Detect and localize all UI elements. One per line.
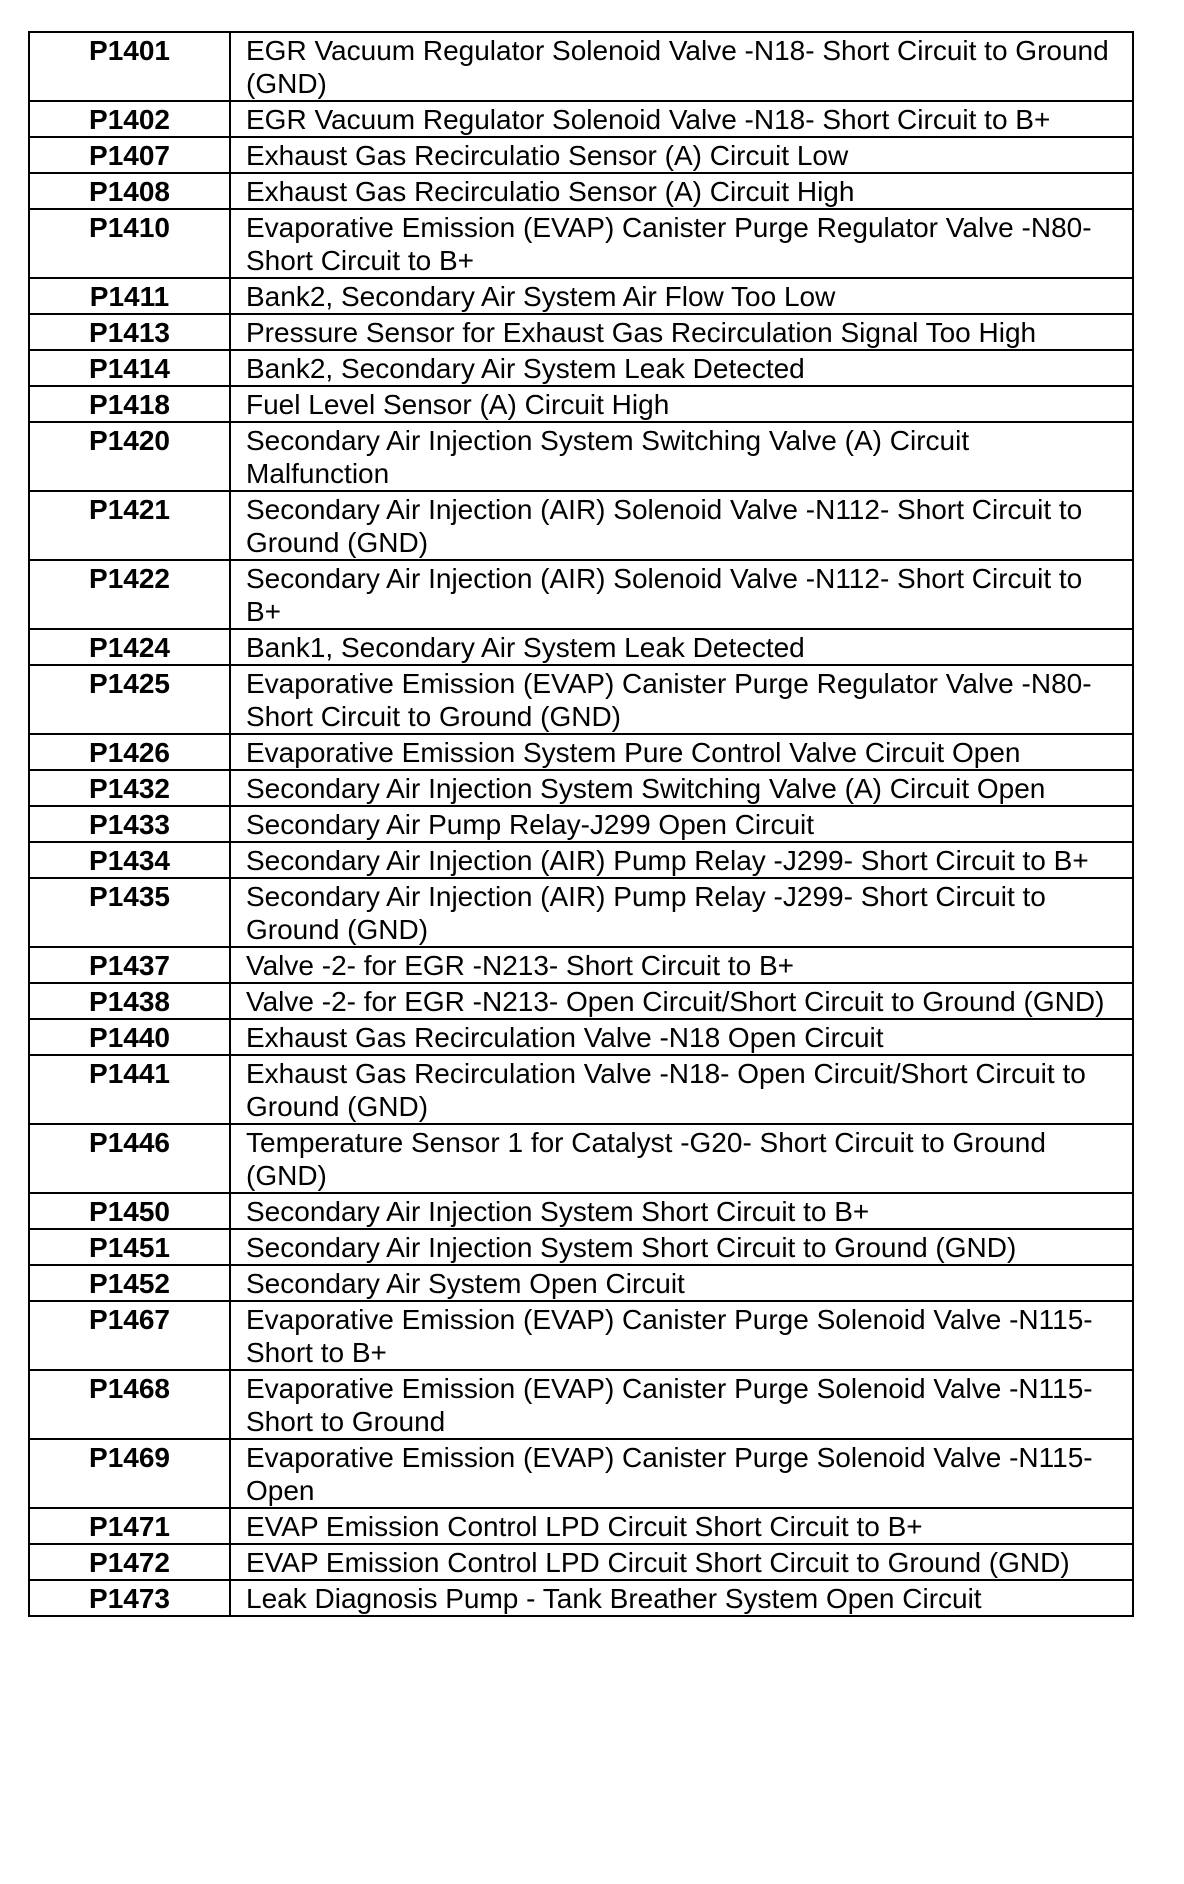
table-row — [29, 983, 1133, 1019]
dtc-code-cell: P1410 — [29, 209, 230, 278]
table-row — [29, 1301, 1133, 1370]
table-row — [29, 947, 1133, 983]
dtc-code-cell: P1421 — [29, 491, 230, 560]
dtc-description-cell: Evaporative Emission (EVAP) Canister Purge Regulator Valve -N80- Short Circuit to Ground (GND) — [230, 665, 1133, 734]
dtc-description-cell: Evaporative Emission System Pure Control Valve Circuit Open — [230, 734, 1133, 770]
dtc-code-cell: P1425 — [29, 665, 230, 734]
table-row — [29, 1124, 1133, 1193]
dtc-description-cell: EVAP Emission Control LPD Circuit Short Circuit to B+ — [230, 1508, 1133, 1544]
dtc-description-cell: Bank2, Secondary Air System Leak Detected — [230, 350, 1133, 386]
table-row — [29, 878, 1133, 947]
dtc-description-cell: Secondary Air Injection System Switching Valve (A) Circuit Malfunction — [230, 422, 1133, 491]
dtc-description-cell: Secondary Air Injection (AIR) Solenoid Valve -N112- Short Circuit to B+ — [230, 560, 1133, 629]
dtc-description-cell: Secondary Air Injection System Switching Valve (A) Circuit Open — [230, 770, 1133, 806]
dtc-description-cell: Bank1, Secondary Air System Leak Detected — [230, 629, 1133, 665]
table-row — [29, 1580, 1133, 1616]
dtc-code-cell: P1424 — [29, 629, 230, 665]
dtc-code-cell: P1418 — [29, 386, 230, 422]
dtc-code-cell: P1471 — [29, 1508, 230, 1544]
dtc-description-cell: Exhaust Gas Recirculatio Sensor (A) Circuit High — [230, 173, 1133, 209]
dtc-code-cell: P1402 — [29, 101, 230, 137]
dtc-description-cell: Secondary Air Injection System Short Circuit to Ground (GND) — [230, 1229, 1133, 1265]
dtc-description-cell: Pressure Sensor for Exhaust Gas Recirculation Signal Too High — [230, 314, 1133, 350]
table-row — [29, 560, 1133, 629]
dtc-code-cell: P1468 — [29, 1370, 230, 1439]
dtc-description-cell: EGR Vacuum Regulator Solenoid Valve -N18- Short Circuit to Ground (GND) — [230, 32, 1133, 101]
dtc-code-cell: P1401 — [29, 32, 230, 101]
dtc-code-cell: P1469 — [29, 1439, 230, 1508]
table-row — [29, 314, 1133, 350]
dtc-description-cell: Valve -2- for EGR -N213- Open Circuit/Short Circuit to Ground (GND) — [230, 983, 1133, 1019]
dtc-description-cell: Leak Diagnosis Pump - Tank Breather System Open Circuit — [230, 1580, 1133, 1616]
table-row — [29, 278, 1133, 314]
dtc-description-cell: Exhaust Gas Recirculatio Sensor (A) Circuit Low — [230, 137, 1133, 173]
dtc-code-cell: P1433 — [29, 806, 230, 842]
dtc-description-cell: Exhaust Gas Recirculation Valve -N18 Open Circuit — [230, 1019, 1133, 1055]
dtc-code-cell: P1472 — [29, 1544, 230, 1580]
dtc-description-cell: EVAP Emission Control LPD Circuit Short Circuit to Ground (GND) — [230, 1544, 1133, 1580]
table-row — [29, 1055, 1133, 1124]
dtc-code-cell: P1451 — [29, 1229, 230, 1265]
table-row — [29, 1370, 1133, 1439]
dtc-code-cell: P1413 — [29, 314, 230, 350]
dtc-code-cell: P1414 — [29, 350, 230, 386]
dtc-code-cell: P1408 — [29, 173, 230, 209]
table-row — [29, 209, 1133, 278]
table-row — [29, 1229, 1133, 1265]
dtc-code-cell: P1426 — [29, 734, 230, 770]
table-row — [29, 491, 1133, 560]
table-row — [29, 842, 1133, 878]
table-row — [29, 386, 1133, 422]
table-row — [29, 101, 1133, 137]
dtc-code-cell: P1473 — [29, 1580, 230, 1616]
table-row — [29, 806, 1133, 842]
dtc-code-cell: P1450 — [29, 1193, 230, 1229]
dtc-description-cell: Secondary Air Injection (AIR) Pump Relay -J299- Short Circuit to B+ — [230, 842, 1133, 878]
dtc-description-cell: Evaporative Emission (EVAP) Canister Purge Solenoid Valve -N115- Short to B+ — [230, 1301, 1133, 1370]
dtc-code-cell: P1407 — [29, 137, 230, 173]
dtc-code-cell: P1440 — [29, 1019, 230, 1055]
table-row — [29, 32, 1133, 101]
dtc-code-cell: P1434 — [29, 842, 230, 878]
dtc-description-cell: EGR Vacuum Regulator Solenoid Valve -N18- Short Circuit to B+ — [230, 101, 1133, 137]
dtc-description-cell: Secondary Air System Open Circuit — [230, 1265, 1133, 1301]
dtc-code-cell: P1422 — [29, 560, 230, 629]
dtc-code-cell: P1452 — [29, 1265, 230, 1301]
dtc-description-cell: Bank2, Secondary Air System Air Flow Too Low — [230, 278, 1133, 314]
table-row — [29, 1544, 1133, 1580]
dtc-description-cell: Secondary Air Pump Relay-J299 Open Circuit — [230, 806, 1133, 842]
table-row — [29, 350, 1133, 386]
dtc-code-cell: P1438 — [29, 983, 230, 1019]
dtc-description-cell: Temperature Sensor 1 for Catalyst -G20- Short Circuit to Ground (GND) — [230, 1124, 1133, 1193]
dtc-description-cell: Valve -2- for EGR -N213- Short Circuit to B+ — [230, 947, 1133, 983]
dtc-description-cell: Secondary Air Injection System Short Circuit to B+ — [230, 1193, 1133, 1229]
dtc-description-cell: Fuel Level Sensor (A) Circuit High — [230, 386, 1133, 422]
table-row — [29, 173, 1133, 209]
table-row — [29, 734, 1133, 770]
table-row — [29, 422, 1133, 491]
dtc-code-cell: P1441 — [29, 1055, 230, 1124]
table-row — [29, 1265, 1133, 1301]
dtc-code-cell: P1467 — [29, 1301, 230, 1370]
dtc-code-cell: P1435 — [29, 878, 230, 947]
dtc-description-cell: Evaporative Emission (EVAP) Canister Purge Regulator Valve -N80- Short Circuit to B+ — [230, 209, 1133, 278]
table-row — [29, 629, 1133, 665]
table-row — [29, 1193, 1133, 1229]
dtc-code-cell: P1446 — [29, 1124, 230, 1193]
dtc-code-cell: P1437 — [29, 947, 230, 983]
table-row — [29, 137, 1133, 173]
dtc-table-body — [29, 32, 1133, 1616]
table-row — [29, 770, 1133, 806]
dtc-code-cell: P1432 — [29, 770, 230, 806]
table-row — [29, 665, 1133, 734]
dtc-code-cell: P1420 — [29, 422, 230, 491]
dtc-code-cell: P1411 — [29, 278, 230, 314]
table-row — [29, 1019, 1133, 1055]
dtc-description-cell: Evaporative Emission (EVAP) Canister Purge Solenoid Valve -N115- Open — [230, 1439, 1133, 1508]
table-row — [29, 1508, 1133, 1544]
table-row — [29, 1439, 1133, 1508]
dtc-description-cell: Exhaust Gas Recirculation Valve -N18- Open Circuit/Short Circuit to Ground (GND) — [230, 1055, 1133, 1124]
dtc-description-cell: Evaporative Emission (EVAP) Canister Purge Solenoid Valve -N115- Short to Ground — [230, 1370, 1133, 1439]
dtc-description-cell: Secondary Air Injection (AIR) Pump Relay -J299- Short Circuit to Ground (GND) — [230, 878, 1133, 947]
dtc-table — [28, 31, 1134, 1617]
dtc-description-cell: Secondary Air Injection (AIR) Solenoid Valve -N112- Short Circuit to Ground (GND) — [230, 491, 1133, 560]
